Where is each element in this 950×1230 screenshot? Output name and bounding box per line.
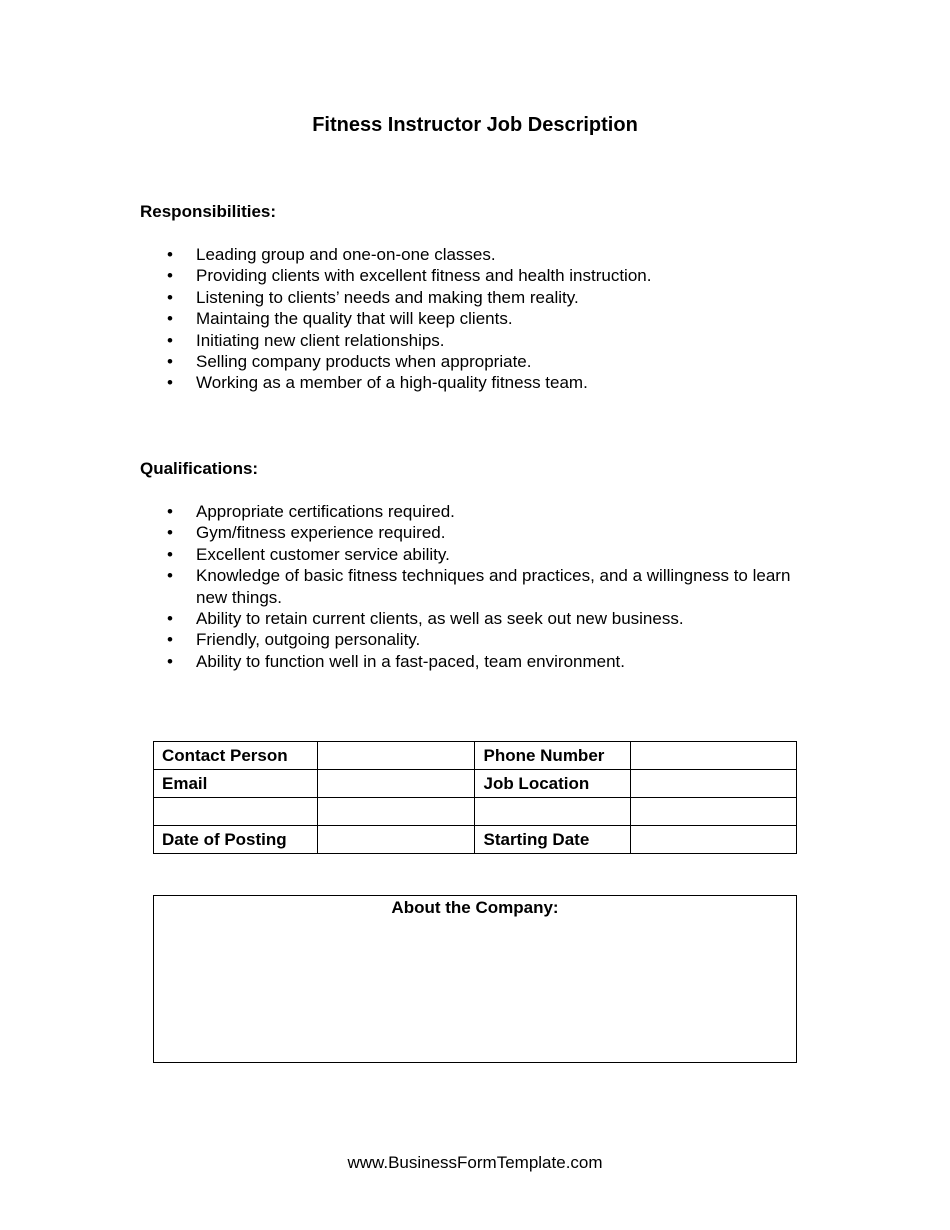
list-item — [140, 565, 820, 608]
list-item-text: Listening to clients’ needs and making them reality. — [196, 287, 579, 307]
list-item — [140, 244, 820, 265]
contact-person-field[interactable] — [318, 742, 475, 770]
bullet-icon: • — [167, 352, 173, 372]
starting-date-label: Starting Date — [475, 826, 630, 854]
date-of-posting-label: Date of Posting — [154, 826, 318, 854]
phone-number-label: Phone Number — [475, 742, 630, 770]
list-item — [140, 544, 820, 565]
bullet-icon: • — [167, 502, 173, 521]
list-item — [140, 351, 820, 372]
starting-date-field[interactable] — [630, 826, 796, 854]
list-item — [140, 629, 820, 650]
footer-website: www.BusinessFormTemplate.com — [347, 1153, 603, 1172]
bullet-icon: • — [167, 266, 173, 286]
responsibilities-heading: Responsibilities: — [140, 202, 277, 221]
list-item-text: Ability to retain current clients, as well as seek out new business. — [196, 609, 684, 629]
list-item — [140, 308, 820, 329]
list-item-text: Ability to function well in a fast-paced, team environment. — [196, 651, 625, 671]
page-title: Fitness Instructor Job Description — [312, 114, 638, 136]
blank-field-cell[interactable] — [630, 798, 796, 826]
job-location-field[interactable] — [630, 770, 796, 798]
table-row — [154, 742, 797, 770]
qualifications-list — [140, 501, 820, 672]
bullet-icon: • — [167, 609, 173, 629]
bullet-icon: • — [167, 330, 173, 350]
list-item — [140, 522, 820, 543]
responsibilities-list — [140, 244, 820, 394]
list-item-text: Maintaing the quality that will keep clients. — [196, 309, 513, 329]
bullet-icon: • — [167, 287, 173, 307]
bullet-icon: • — [167, 651, 173, 671]
date-of-posting-field[interactable] — [318, 826, 475, 854]
contact-info-table — [153, 741, 797, 854]
list-item — [140, 287, 820, 308]
bullet-icon: • — [167, 373, 173, 393]
list-item — [140, 651, 820, 672]
list-item-text: Knowledge of basic fitness techniques and practices, and a willingness to learn new things. — [196, 566, 791, 607]
table-row — [154, 798, 797, 826]
bullet-icon: • — [167, 309, 173, 329]
about-company-box[interactable] — [153, 895, 797, 1063]
job-location-label: Job Location — [475, 770, 630, 798]
list-item-text: Initiating new client relationships. — [196, 330, 445, 350]
list-item-text: Leading group and one-on-one classes. — [196, 245, 496, 264]
blank-field-cell[interactable] — [318, 798, 475, 826]
bullet-icon: • — [167, 523, 173, 543]
about-company-heading: About the Company: — [391, 898, 559, 917]
list-item-text: Working as a member of a high-quality fitness team. — [196, 373, 588, 393]
list-item — [140, 608, 820, 629]
phone-number-field[interactable] — [630, 742, 796, 770]
list-item — [140, 372, 820, 393]
bullet-icon: • — [167, 566, 173, 586]
list-item-text: Appropriate certifications required. — [196, 502, 455, 521]
table-row — [154, 826, 797, 854]
list-item — [140, 330, 820, 351]
table-row — [154, 770, 797, 798]
qualifications-heading: Qualifications: — [140, 459, 259, 478]
list-item — [140, 501, 820, 522]
contact-person-label: Contact Person — [154, 742, 318, 770]
blank-label-cell — [475, 798, 630, 826]
list-item-text: Friendly, outgoing personality. — [196, 630, 421, 650]
bullet-icon: • — [167, 245, 173, 264]
email-field[interactable] — [318, 770, 475, 798]
bullet-icon: • — [167, 544, 173, 564]
list-item-text: Excellent customer service ability. — [196, 544, 450, 564]
list-item-text: Providing clients with excellent fitness and health instruction. — [196, 266, 652, 286]
blank-label-cell — [154, 798, 318, 826]
list-item-text: Gym/fitness experience required. — [196, 523, 446, 543]
list-item — [140, 265, 820, 286]
bullet-icon: • — [167, 630, 173, 650]
email-label: Email — [154, 770, 318, 798]
list-item-text: Selling company products when appropriate. — [196, 352, 532, 372]
